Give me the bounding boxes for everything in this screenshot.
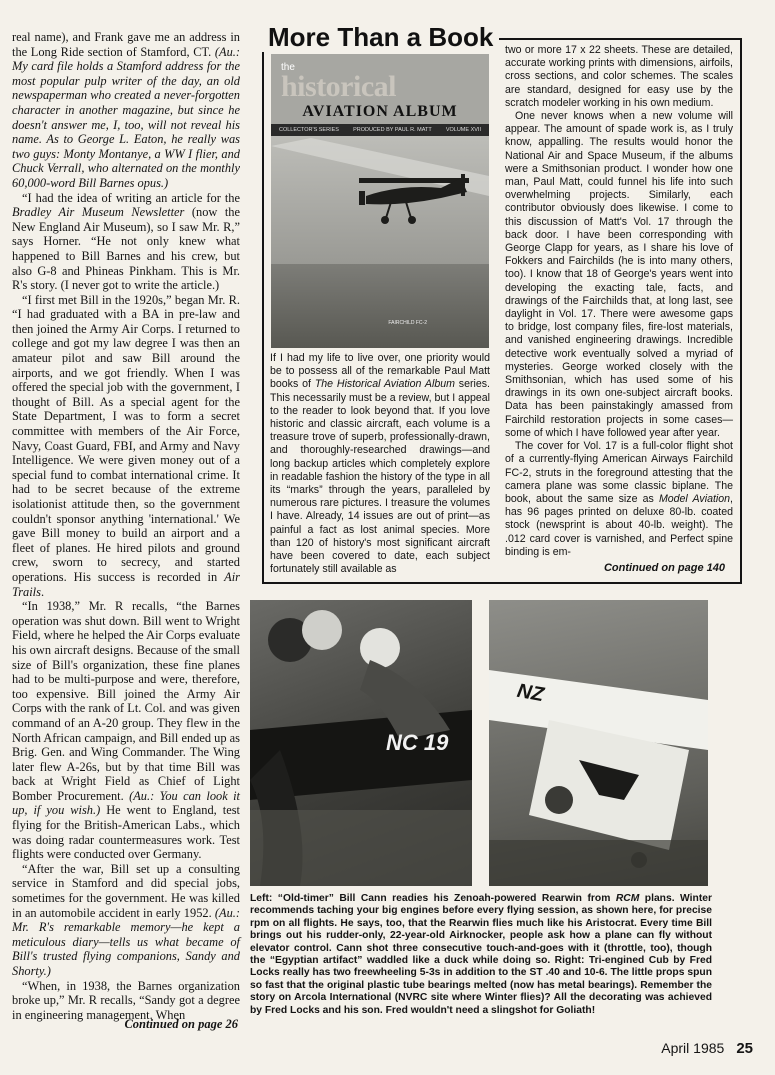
left-paragraph: “In 1938,” Mr. R recalls, “the Barnes operation was shut down. Bill went to Wright Field, where he helped the Air Corps evaluate his own aircraft designs. Because of the small size of Bill's organization, these fine planes had to be multi-purpose and were, therefore, too expensive. Bill joined the Army Air Corps with the rank of Lt. Col. and was given command of an A-20 group. They flew in the North African campaign, and Bill ended up as Brig. Gen. and Wing Commander. The Wing later flew A-26s, but by that time Bill was back at Wright Field as Chief of Light Bomber Procurement. (Au.: You can look it up, if you wish.) He went to England, test flying for the British-American Labs., which was doing radar countermeasures work. Test flights were conducted over Germany.	[12, 599, 240, 862]
plane-registration: NC 19	[386, 730, 449, 755]
sidebar-right-column	[505, 44, 733, 559]
cover-historical: historical	[281, 70, 396, 103]
airplane-illustration	[271, 136, 489, 348]
page-number: 25	[736, 1040, 753, 1057]
left-article-column	[12, 30, 240, 1022]
sidebar-title: More Than a Book	[262, 22, 499, 52]
cub-illustration	[489, 600, 708, 886]
page-footer	[661, 1040, 753, 1057]
cover-album-title: AVIATION ALBUM	[302, 103, 458, 120]
sidebar-paragraph: One never knows when a new volume will appear. The amount of spade work is, as I truly know, appalling. The results would honor the National Air and Space Museum, if the albums were a Smithsonian product. I wonder how one man, Paul Matt, could funnel his life into such overwhelming projects. Similarly, each contributor obviously does likewise. I come to this discussion of Matt's Vol. 17 through the back door. I have been corresponding with George Clapp for years, as I share his love of Fokkers and Fairchilds (he is into many others, too). I know that 18 of George's years went into developing the exacting tale, facts, and drawings of the Fairchilds that, at long last, see daylight in Vol. 17. There were awesome gaps to bridge, lost company files, fire-lost materials, and vanished engineering drawings. Incredible detective work eventually solved a myriad of mysteries. George worked closely with the Smithsonian, which has used some of his drawings in its own one-subject aircraft books. Data has been painstakingly amassed from Fairchild restoration projects in some cases—some of which I have followed year after year.	[505, 110, 733, 439]
left-paragraph: “I had the idea of writing an article for the Bradley Air Museum Newsletter (now the New England Air Museum), so I saw Mr. R,” says Horner. “He not only knew what happened to Bill Barnes and his crew, but also G-8 and Phineas Pinkham. This is Mr. R's story. (I never got to write the article.)	[12, 190, 240, 293]
cover-series-band	[271, 124, 489, 136]
left-continued-note: Continued on page 26	[124, 1017, 238, 1031]
photo-tri-engined-cub	[489, 600, 708, 886]
left-paragraph: real name), and Frank gave me an address in the Long Ride section of Stamford, CT. (Au.: My card file holds a Stamford address for the most popular pulp writer of the day, an old newspaperman who created a never-forgotten character in another magazine, but since he doesn't answer me, I, too, will not reveal his name. As to George L. Eaton, he really was two guys: Monty Montanye, a WW I flier, and Chuck Verrall, who alternated on the monthly 60,000-word Bill Barnes opus.)	[12, 30, 240, 190]
cover-volume: VOLUME XVII	[445, 127, 481, 133]
left-paragraph: “When, in 1938, the Barnes organization broke up,” Mr. R recalls, “Sandy got a degree in engineering management. When	[12, 978, 240, 1022]
cover-producer: PRODUCED BY PAUL R. MATT	[353, 127, 432, 133]
sidebar-paragraph: If I had my life to live over, one priority would be to possess all of the remarkable Paul Matt books of The Historical Aviation Album series. This necessarily must be a review, but I appeal to the reader to look beyond that. If you love historic and classic aircraft, each volume is a treasure trove of superb, professionally-drawn, and thoroughly-researched drawings—and long backup articles which completely explore in readable fashion the history of the type in all its “marks” through the years, paralleled by numerous rare pictures. I treasure the volumes I have. Already, 14 issues are out of print—as painful a fact as lost animal species. More than 120 of history's most significant aircraft have been covered to date, each subject fortunately still available as	[270, 352, 490, 576]
sidebar-lower-text	[270, 352, 490, 576]
left-paragraph: “I first met Bill in the 1920s,” began Mr. R. “I had graduated with a BA in pre-law and then joined the Army Air Corps. I returned to college and got my law degree I was then an amateur pilot and saw Bill around the airports, and we got friendly. When I was offered the special job with the government, I thought of Bill. As a special agent for the State Department, I was to form a secret committee with members of the Air Force, Navy, Coast Guard, FBI, and Army and Navy Intelligence. We were given money out of a special fund to combat international crime. It had to be secret because of the extreme isolationist attitude then, so the government couldn't sponsor anything 'international.' We gave Bill money to build an airport and a fleet of planes. He hired pilots and ground crew, sworn to secrecy, and started operations. His success is recorded in Air Trails.	[12, 292, 240, 599]
left-paragraph: “After the war, Bill set up a consulting service in Stamford and did special jobs, sometimes for the government. He was killed in an automobile accident in early 1952. (Au.: Mr. R's remarkable memory—he kept a meticulous diary—tells us what became of Bill's trusted flying companions, Sandy and Shorty.)	[12, 861, 240, 978]
photo-caption: Left: “Old-timer” Bill Cann readies his Zenoah-powered Rearwin from RCM plans. Winter recommends taching your big engines before every flying session, as shown here, for precise rpm on all flights. He says, too, that the Rearwin flies much like his Aristocrat. Every time Bill brings out his rudder-only, 22-year-old Airknocker, people ask how a plane can fly without elevator control. Cann shot three consecutive touch-and-goes with it (throttle, too), though the “Egyptian artifact” waddled like a duck while doing so. Right: Tri-engined Cub by Fred Locks really has two freewheeling 5-3s in addition to the ST .40 and 10-6. The little props spun so fast that the original plastic tube bearings melted (now has metal bearings). Remember the story on Arcola International (NVRC site where Winter flies)? All the decorating was achieved by Fred Locks and his son. Fred wouldn't need a slingshot for Goliath!	[250, 893, 712, 1016]
photo-rearwin-model	[250, 600, 472, 886]
issue-date: April 1985	[661, 1040, 725, 1056]
cover-the: the	[281, 62, 295, 73]
wing-marking: NZ	[515, 679, 546, 707]
cover-photo-caption: FAIRCHILD FC-2	[388, 320, 427, 326]
sidebar-paragraph: two or more 17 x 22 sheets. These are detailed, accurate working prints with dimensions, airfoils, cross sections, and color schemes. The scales are standard, designed for easy use by the scratch modeler working in his own medium.	[505, 44, 733, 109]
sidebar-paragraph: The cover for Vol. 17 is a full-color flight shot of a currently-flying American Airways Fairchild FC-2, struts in the foreground attesting that the camera plane was some classic biplane. The book, about the same size as Model Aviation, has 96 pages printed on deluxe 80-lb. coated stock (newsprint is about 40-lb. weight). The .012 card cover is varnished, and Perfect spine binding is em-	[505, 440, 733, 558]
book-cover-image	[271, 54, 489, 348]
sidebar-continued-note: Continued on page 140	[603, 562, 725, 574]
cover-series: COLLECTOR'S SERIES	[279, 127, 339, 133]
